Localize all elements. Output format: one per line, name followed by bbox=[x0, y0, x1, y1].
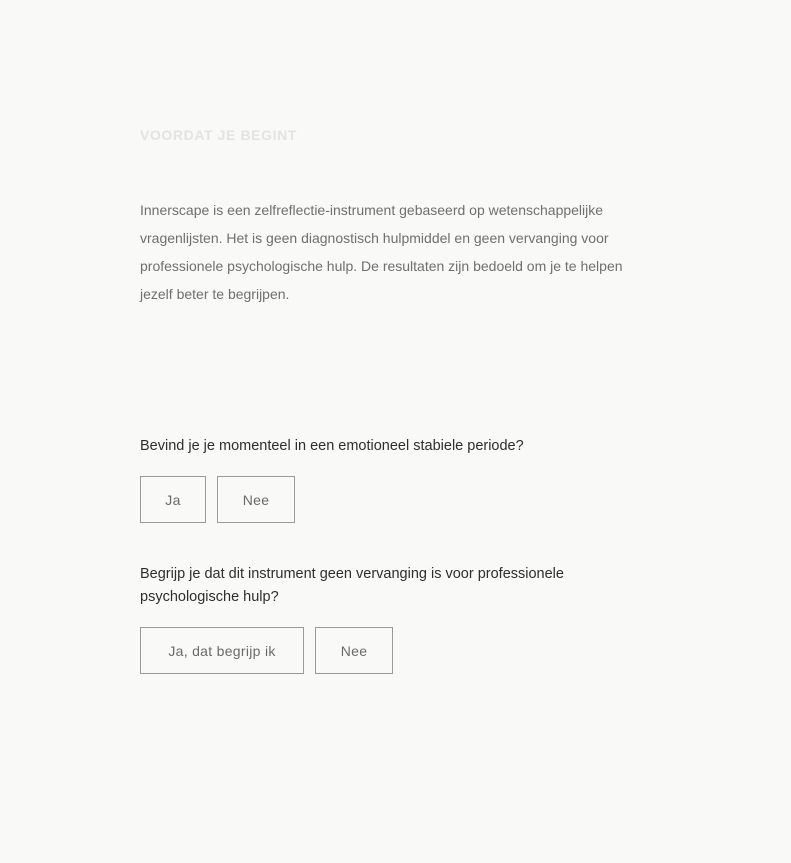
understanding-answer-group bbox=[140, 627, 393, 674]
section-eyebrow: VOORDAT JE BEGINT bbox=[140, 127, 297, 143]
stability-answer-group bbox=[140, 476, 295, 523]
question-stability: Bevind je je momenteel in een emotioneel stabiele periode? bbox=[140, 438, 524, 454]
stability-no-button[interactable]: Nee bbox=[217, 476, 295, 523]
question-understanding: Begrijp je dat dit instrument geen vervanging is voor professionele psychologische hulp? bbox=[140, 566, 564, 605]
understanding-no-button[interactable]: Nee bbox=[315, 627, 393, 674]
stability-yes-button[interactable]: Ja bbox=[140, 476, 206, 523]
intro-paragraph: Innerscape is een zelfreflectie-instrument gebaseerd op wetenschappelijke vragenlijsten. Het is geen diagnostisch hulpmiddel en geen vervanging voor professionele psychologische hulp. De resultaten zijn bedoeld om je te helpen jezelf beter te begrijpen. bbox=[140, 202, 623, 302]
understanding-yes-button[interactable]: Ja, dat begrijp ik bbox=[140, 627, 304, 674]
